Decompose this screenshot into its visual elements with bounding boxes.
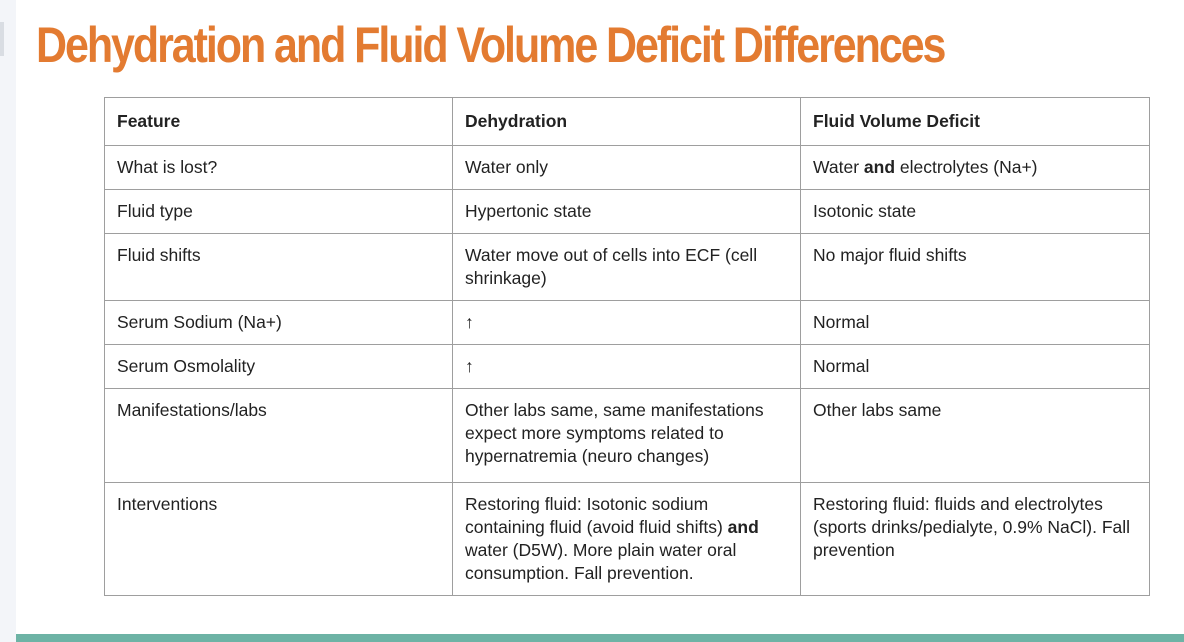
- up-arrow-icon: ↑: [465, 312, 474, 332]
- cell-fvd: Water and electrolytes (Na+): [801, 146, 1150, 190]
- header-dehydration: Dehydration: [453, 98, 801, 146]
- table-header-row: [105, 98, 1150, 146]
- cell-fvd: Isotonic state: [801, 190, 1150, 234]
- left-margin-marker: [0, 22, 4, 56]
- cell-fvd: Restoring fluid: fluids and electrolytes (sports drinks/pedialyte, 0.9% NaCl). Fall prevention: [801, 483, 1150, 596]
- table-row: [105, 190, 1150, 234]
- cell-feature: Interventions: [105, 483, 453, 596]
- cell-fvd: Normal: [801, 301, 1150, 345]
- cell-dehydration: Restoring fluid: Isotonic sodium containing fluid (avoid fluid shifts) and water (D5W). More plain water oral consumption. Fall prevention.: [453, 483, 801, 596]
- header-feature: Feature: [105, 98, 453, 146]
- slide-title: Dehydration and Fluid Volume Deficit Differences: [36, 17, 945, 73]
- table-row: [105, 483, 1150, 596]
- cell-dehydration: Hypertonic state: [453, 190, 801, 234]
- comparison-table: [104, 97, 1150, 596]
- left-margin-strip: [0, 0, 16, 642]
- cell-feature: Manifestations/labs: [105, 389, 453, 483]
- cell-fvd: Normal: [801, 345, 1150, 389]
- cell-feature: Serum Osmolality: [105, 345, 453, 389]
- cell-fvd: Other labs same: [801, 389, 1150, 483]
- cell-dehydration: [453, 345, 801, 389]
- table-row: [105, 345, 1150, 389]
- header-fluid-volume-deficit: Fluid Volume Deficit: [801, 98, 1150, 146]
- cell-dehydration: Water only: [453, 146, 801, 190]
- cell-feature: Fluid type: [105, 190, 453, 234]
- table-row: [105, 301, 1150, 345]
- cell-feature: What is lost?: [105, 146, 453, 190]
- bottom-accent-bar: [16, 634, 1184, 642]
- cell-dehydration: Other labs same, same manifestations expect more symptoms related to hypernatremia (neuro changes): [453, 389, 801, 483]
- table-row: [105, 234, 1150, 301]
- cell-feature: Serum Sodium (Na+): [105, 301, 453, 345]
- cell-dehydration: [453, 301, 801, 345]
- up-arrow-icon: ↑: [465, 356, 474, 376]
- cell-fvd: No major fluid shifts: [801, 234, 1150, 301]
- cell-feature: Fluid shifts: [105, 234, 453, 301]
- table-row: [105, 389, 1150, 483]
- table-row: [105, 146, 1150, 190]
- cell-dehydration: Water move out of cells into ECF (cell shrinkage): [453, 234, 801, 301]
